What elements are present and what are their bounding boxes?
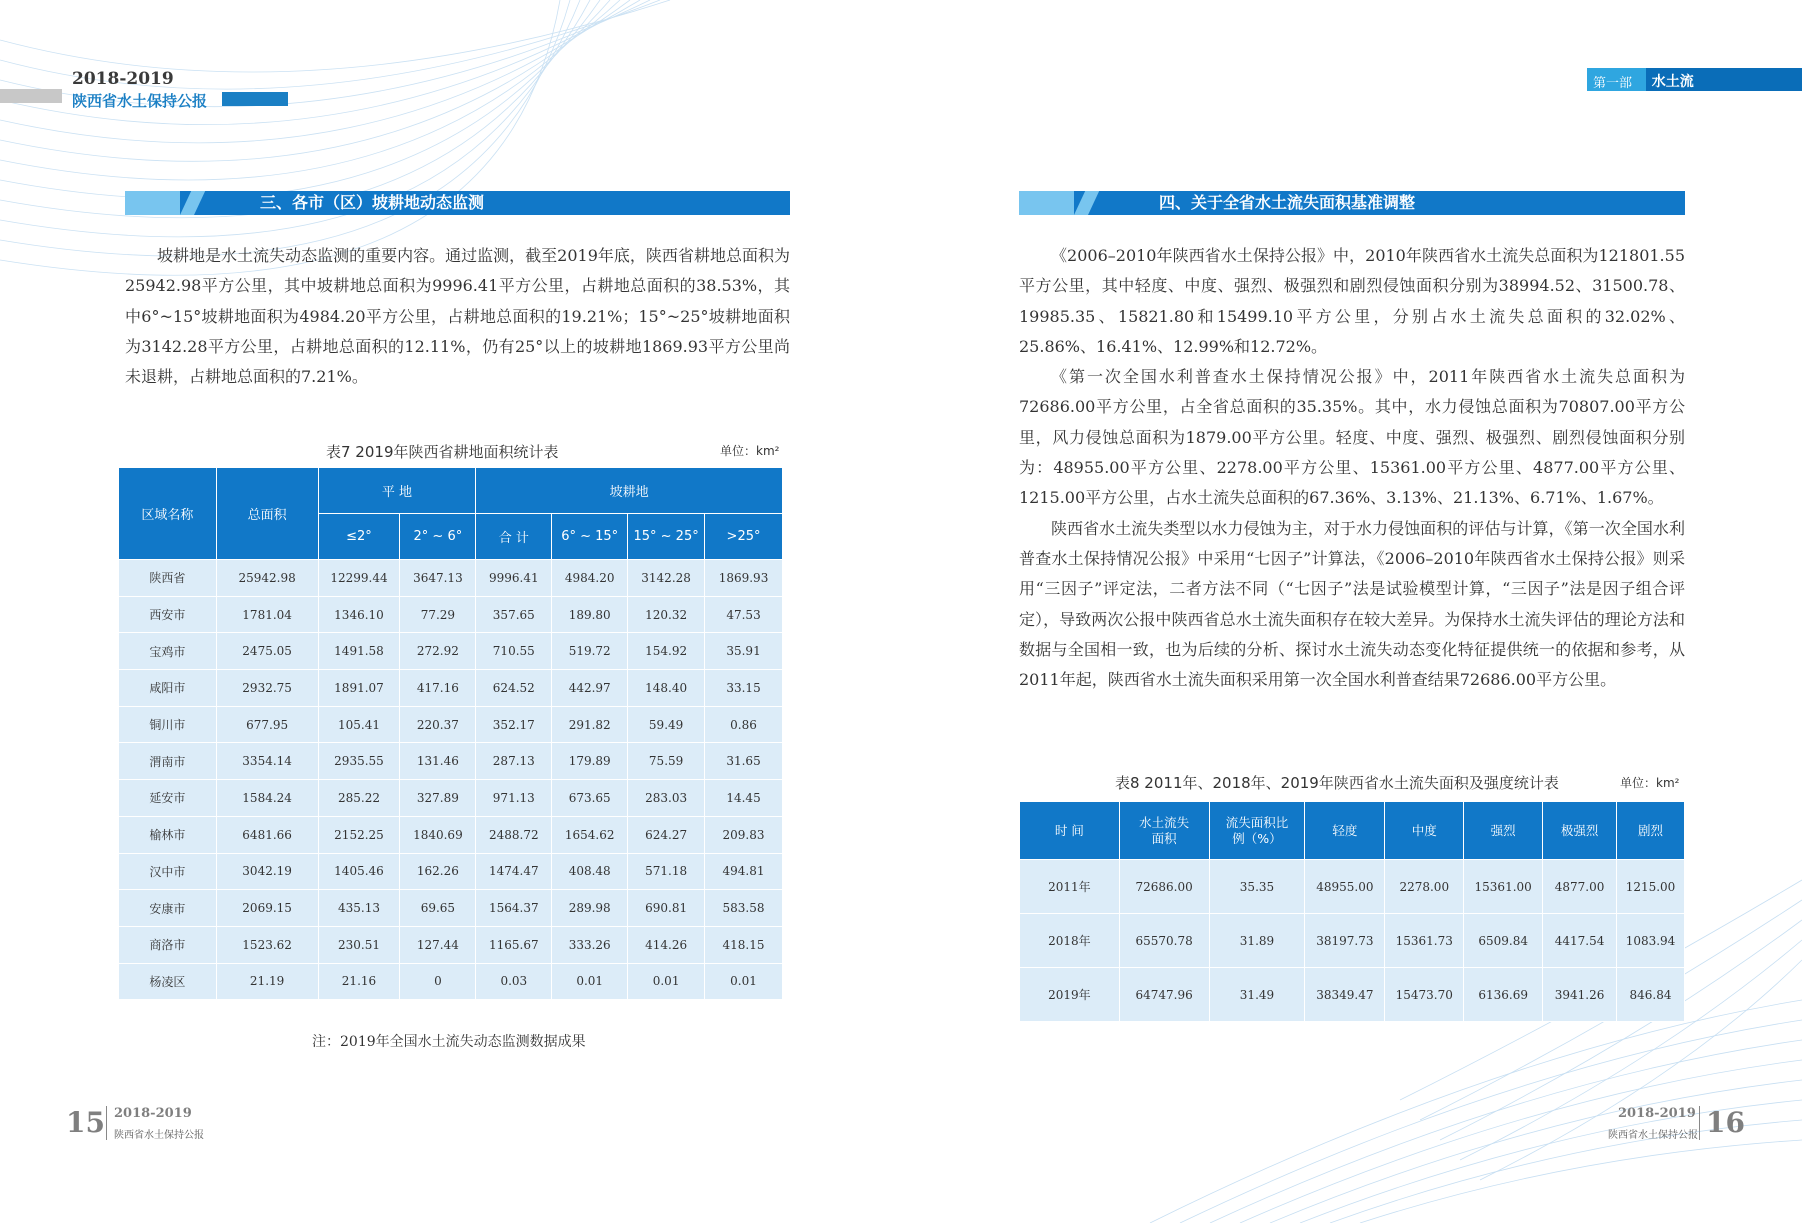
table7-row	[119, 706, 783, 743]
table7-subheader: 合 计	[476, 514, 552, 560]
table8-header: 剧烈	[1617, 802, 1685, 860]
right-paragraphs	[1019, 241, 1685, 695]
table7-row-cell: 971.13	[476, 780, 552, 817]
table7-row-label: 商洛市	[119, 926, 217, 963]
table8-row-label: 2011年	[1020, 860, 1120, 914]
table7-row-cell: 1654.62	[552, 816, 628, 853]
table7-subheader: 15° ~ 25°	[628, 514, 705, 560]
table7-row-cell: 9996.41	[476, 560, 552, 597]
table7-row-cell: 2475.05	[216, 633, 318, 670]
table7-subheader: 2° ~ 6°	[400, 514, 476, 560]
table7-row	[119, 743, 783, 780]
table7-row-cell: 1584.24	[216, 780, 318, 817]
table8-row-cell: 31.89	[1209, 914, 1305, 968]
table7-row-cell: 583.58	[705, 890, 783, 927]
table8-row-cell: 3941.26	[1543, 968, 1617, 1022]
table8-row-cell: 35.35	[1209, 860, 1305, 914]
table7-row-cell: 3647.13	[400, 560, 476, 597]
table7-row-label: 陕西省	[119, 560, 217, 597]
table7-row-cell: 35.91	[705, 633, 783, 670]
table7-row-cell: 1891.07	[318, 670, 400, 707]
table7-row-cell: 6481.66	[216, 816, 318, 853]
table7-row-cell: 75.59	[628, 743, 705, 780]
table8	[1019, 801, 1685, 1022]
table7-row-cell: 690.81	[628, 890, 705, 927]
table7-row-cell: 272.92	[400, 633, 476, 670]
table7-row-cell: 291.82	[552, 706, 628, 743]
table8-header: 极强烈	[1543, 802, 1617, 860]
table7-row-cell: 0.01	[705, 963, 783, 1000]
table7-row-label: 杨凌区	[119, 963, 217, 1000]
table7-row-cell: 333.26	[552, 926, 628, 963]
table7-row-cell: 442.97	[552, 670, 628, 707]
table7-header-slope: 坡耕地	[476, 468, 783, 514]
table7-row-cell: 69.65	[400, 890, 476, 927]
table7-row-cell: 1840.69	[400, 816, 476, 853]
table8-row-cell: 15473.70	[1385, 968, 1464, 1022]
table7-row-cell: 0.01	[628, 963, 705, 1000]
table7-row-cell: 3354.14	[216, 743, 318, 780]
section-title-left: 三、各市（区）坡耕地动态监测	[260, 193, 485, 212]
part-tag	[1587, 68, 1802, 110]
table8-row-cell: 31.49	[1209, 968, 1305, 1022]
table8-row-cell: 2278.00	[1385, 860, 1464, 914]
part-name: 水土流失	[1646, 68, 1802, 91]
table7-row	[119, 853, 783, 890]
table7-row-cell: 131.46	[400, 743, 476, 780]
table7-row-cell: 352.17	[476, 706, 552, 743]
table7-row-cell: 220.37	[400, 706, 476, 743]
table7-row-cell: 154.92	[628, 633, 705, 670]
left-paragraph-text: 坡耕地是水土流失动态监测的重要内容。通过监测，截至2019年底，陕西省耕地总面积为25942.98平方公里，其中坡耕地总面积为9996.41平方公里，占耕地总面积的38.53%，其中6°~15°坡耕地面积为4984.20平方公里，占耕地总面积的19.21%；15°~25°坡耕地面积为3142.28平方公里，占耕地总面积的12.11%，仍有25°以上的坡耕地1869.93平方公里尚未退耕，占耕地总面积的7.21%。	[125, 246, 790, 387]
footer-year-right: 2018-2019	[1618, 1106, 1696, 1121]
header-year: 2018-2019	[72, 69, 174, 89]
table7-row-cell: 12299.44	[318, 560, 400, 597]
table7-row-cell: 0.01	[552, 963, 628, 1000]
table7-row-cell: 289.98	[552, 890, 628, 927]
table7-unit: 单位：km²	[720, 444, 780, 458]
table7-row-cell: 283.03	[628, 780, 705, 817]
table7-header-flat: 平 地	[318, 468, 476, 514]
table7-row-cell: 408.48	[552, 853, 628, 890]
table8-row-label: 2018年	[1020, 914, 1120, 968]
table7-row-cell: 285.22	[318, 780, 400, 817]
table8-row-label: 2019年	[1020, 968, 1120, 1022]
table7-row	[119, 596, 783, 633]
table7-row-cell: 120.32	[628, 596, 705, 633]
table8-row-cell: 4877.00	[1543, 860, 1617, 914]
table8-row-cell: 846.84	[1617, 968, 1685, 1022]
table7-row-cell: 31.65	[705, 743, 783, 780]
header-blue-bar	[222, 92, 288, 106]
table7-row-cell: 435.13	[318, 890, 400, 927]
table8-header: 时 间	[1020, 802, 1120, 860]
table7-row-cell: 2932.75	[216, 670, 318, 707]
table7-row-cell: 519.72	[552, 633, 628, 670]
table7-row-cell: 1165.67	[476, 926, 552, 963]
table7-row	[119, 560, 783, 597]
table7-row-cell: 21.19	[216, 963, 318, 1000]
section-title-bar-right	[1019, 191, 1685, 215]
table7-row-cell: 105.41	[318, 706, 400, 743]
table7-row-cell: 673.65	[552, 780, 628, 817]
table8-header: 中度	[1385, 802, 1464, 860]
table7-row-cell: 3142.28	[628, 560, 705, 597]
table7-row-cell: 677.95	[216, 706, 318, 743]
table8-row-cell: 1215.00	[1617, 860, 1685, 914]
table8-header: 流失面积比例（%）	[1209, 802, 1305, 860]
table7-row-cell: 1869.93	[705, 560, 783, 597]
table7-row-cell: 0	[400, 963, 476, 1000]
table7-row-cell: 14.45	[705, 780, 783, 817]
table8-row-cell: 15361.00	[1464, 860, 1543, 914]
table7-row-label: 西安市	[119, 596, 217, 633]
table8-header: 轻度	[1305, 802, 1385, 860]
section-title-bar-left	[125, 191, 790, 215]
footer-title-left: 陕西省水土保持公报	[114, 1130, 204, 1141]
table7-row-cell: 148.40	[628, 670, 705, 707]
table7-row	[119, 963, 783, 1000]
table8-row	[1020, 914, 1685, 968]
right-paragraph-2: 《第一次全国水利普查水土保持情况公报》中，2011年陕西省水土流失总面积为72686.00平方公里，占全省总面积的35.35%。其中，水力侵蚀总面积为70807.00平方公里，风力侵蚀总面积为1879.00平方公里。轻度、中度、强烈、极强烈、剧烈侵蚀面积分别为：48955.00平方公里、2278.00平方公里、15361.00平方公里、4877.00平方公里、1215.00平方公里，占水土流失总面积的67.36%、3.13%、21.13%、6.71%、1.67%。	[1019, 367, 1685, 508]
table7-row-cell: 25942.98	[216, 560, 318, 597]
table8-row-cell: 64747.96	[1119, 968, 1209, 1022]
table7-row-label: 宝鸡市	[119, 633, 217, 670]
right-paragraph-1: 《2006–2010年陕西省水土保持公报》中，2010年陕西省水土流失总面积为121801.55平方公里，其中轻度、中度、强烈、极强烈和剧烈侵蚀面积分别为38994.52、31500.78、19985.35、15821.80和15499.10平方公里，分别占水土流失总面积的32.02%、25.86%、16.41%、12.99%和12.72%。	[1019, 246, 1685, 356]
table7-row-cell: 418.15	[705, 926, 783, 963]
table8-row-cell: 65570.78	[1119, 914, 1209, 968]
table8-unit: 单位：km²	[1620, 776, 1680, 790]
table7-row-cell: 162.26	[400, 853, 476, 890]
table7-row	[119, 926, 783, 963]
table7-row-cell: 327.89	[400, 780, 476, 817]
footer-separator-right	[1699, 1106, 1700, 1140]
table7-subheader: ≤2°	[318, 514, 400, 560]
table7-row-cell: 47.53	[705, 596, 783, 633]
table8-row	[1020, 860, 1685, 914]
table7-row-cell: 1474.47	[476, 853, 552, 890]
table8-header: 水土流失面积	[1119, 802, 1209, 860]
table8-row-cell: 38197.73	[1305, 914, 1385, 968]
page-number-right: 16	[1706, 1106, 1745, 1139]
table8-row-cell: 1083.94	[1617, 914, 1685, 968]
table7	[118, 467, 783, 1000]
left-paragraph	[125, 241, 790, 392]
table7-row-cell: 414.26	[628, 926, 705, 963]
table7-row-cell: 357.65	[476, 596, 552, 633]
table8-row-cell: 4417.54	[1543, 914, 1617, 968]
table7-row-cell: 59.49	[628, 706, 705, 743]
table7-row-label: 延安市	[119, 780, 217, 817]
table7-row-cell: 287.13	[476, 743, 552, 780]
table7-row-label: 汉中市	[119, 853, 217, 890]
table7-row-cell: 209.83	[705, 816, 783, 853]
table8-header: 强烈	[1464, 802, 1543, 860]
table8-row-cell: 15361.73	[1385, 914, 1464, 968]
table7-header-region: 区域名称	[119, 468, 217, 560]
table7-row-cell: 127.44	[400, 926, 476, 963]
table7-row	[119, 816, 783, 853]
right-paragraph-3: 陕西省水土流失类型以水力侵蚀为主，对于水力侵蚀面积的评估与计算，《第一次全国水利普查水土保持情况公报》中采用“七因子”计算法，《2006–2010年陕西省水土保持公报》则采用“三因子”评定法，二者方法不同（“七因子”法是试验模型计算，“三因子”法是因子组合评定），导致两次公报中陕西省总水土流失面积存在较大差异。为保持水土流失评估的理论方法和数据与全国相一致，也为后续的分析、探讨水土流失动态变化特征提供统一的依据和参考，从2011年起，陕西省水土流失面积采用第一次全国水利普查结果72686.00平方公里。	[1019, 518, 1685, 690]
table7-row	[119, 890, 783, 927]
table7-row-cell: 33.15	[705, 670, 783, 707]
table7-row	[119, 780, 783, 817]
table7-note: 注：2019年全国水土流失动态监测数据成果	[312, 1034, 586, 1050]
table7-row-cell: 1346.10	[318, 596, 400, 633]
section-title-right: 四、关于全省水土流失面积基准调整	[1159, 193, 1416, 212]
table7-row-cell: 417.16	[400, 670, 476, 707]
footer-separator-left	[106, 1106, 107, 1140]
part-label: 第一部分	[1587, 68, 1646, 91]
table7-row-cell: 624.52	[476, 670, 552, 707]
table7-row-cell: 2069.15	[216, 890, 318, 927]
table7-subheader: >25°	[705, 514, 783, 560]
table7-caption: 表7 2019年陕西省耕地面积统计表	[326, 443, 559, 461]
table7-row	[119, 670, 783, 707]
table7-row-cell: 1781.04	[216, 596, 318, 633]
table7-row-cell: 1491.58	[318, 633, 400, 670]
table8-row-cell: 48955.00	[1305, 860, 1385, 914]
table7-row-cell: 0.86	[705, 706, 783, 743]
table7-row-cell: 1564.37	[476, 890, 552, 927]
header-title: 陕西省水土保持公报	[72, 92, 208, 110]
table7-row-label: 渭南市	[119, 743, 217, 780]
table7-row-cell: 179.89	[552, 743, 628, 780]
footer-year-left: 2018-2019	[114, 1106, 192, 1121]
table7-row-cell: 2488.72	[476, 816, 552, 853]
table7-row-label: 榆林市	[119, 816, 217, 853]
table7-row-cell: 1405.46	[318, 853, 400, 890]
table7-row-cell: 1523.62	[216, 926, 318, 963]
table7-row-cell: 2152.25	[318, 816, 400, 853]
table7-row-cell: 0.03	[476, 963, 552, 1000]
table7-row-cell: 2935.55	[318, 743, 400, 780]
table8-row-cell: 6509.84	[1464, 914, 1543, 968]
table7-subheader: 6° ~ 15°	[552, 514, 628, 560]
table7-row-cell: 189.80	[552, 596, 628, 633]
footer-title-right: 陕西省水土保持公报	[1608, 1130, 1698, 1141]
table7-row-cell: 77.29	[400, 596, 476, 633]
table7-row-label: 安康市	[119, 890, 217, 927]
header-gray-bar	[0, 89, 62, 103]
table8-caption: 表8 2011年、2018年、2019年陕西省水土流失面积及强度统计表	[1115, 774, 1559, 792]
table7-row-label: 咸阳市	[119, 670, 217, 707]
table8-row-cell: 6136.69	[1464, 968, 1543, 1022]
table7-row-cell: 494.81	[705, 853, 783, 890]
table7-row-cell: 710.55	[476, 633, 552, 670]
page-number-left: 15	[66, 1106, 105, 1139]
table7-row-label: 铜川市	[119, 706, 217, 743]
table7-row-cell: 21.16	[318, 963, 400, 1000]
table7-row-cell: 624.27	[628, 816, 705, 853]
table7-row-cell: 3042.19	[216, 853, 318, 890]
table7-row	[119, 633, 783, 670]
table8-row-cell: 38349.47	[1305, 968, 1385, 1022]
table7-row-cell: 230.51	[318, 926, 400, 963]
table7-header-total: 总面积	[216, 468, 318, 560]
table7-row-cell: 571.18	[628, 853, 705, 890]
table7-row-cell: 4984.20	[552, 560, 628, 597]
table8-row-cell: 72686.00	[1119, 860, 1209, 914]
table8-row	[1020, 968, 1685, 1022]
